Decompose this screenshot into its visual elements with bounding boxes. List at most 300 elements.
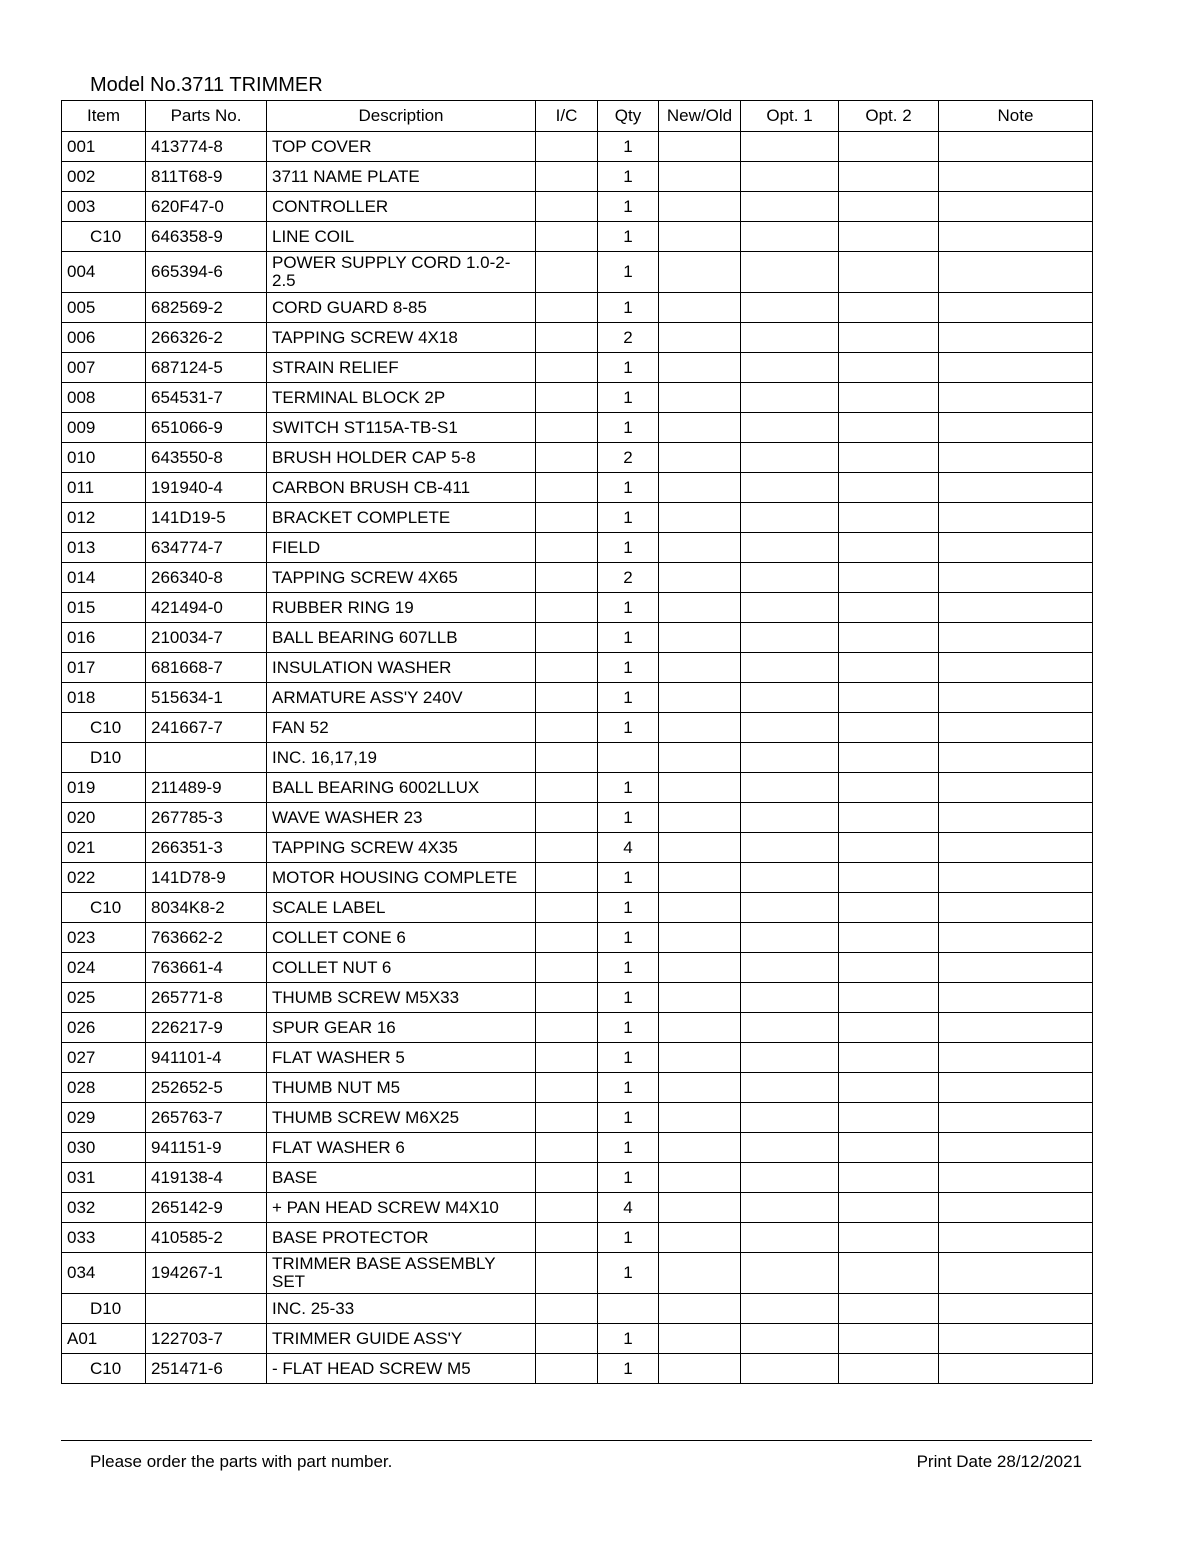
qty-cell: 1	[598, 1324, 659, 1354]
qty-cell	[598, 1294, 659, 1324]
print-date: Print Date 28/12/2021	[916, 1452, 1082, 1471]
note-cell	[939, 953, 1093, 983]
description-cell: MOTOR HOUSING COMPLETE	[267, 863, 536, 893]
new-old-cell	[659, 623, 741, 653]
opt-2-cell	[839, 443, 939, 473]
opt-2-cell	[839, 983, 939, 1013]
description-cell: BASE PROTECTOR	[267, 1223, 536, 1253]
item-cell: 012	[62, 503, 146, 533]
note-cell	[939, 863, 1093, 893]
opt-1-cell	[741, 923, 839, 953]
header-opt-1: Opt. 1	[741, 101, 839, 132]
item-cell: 001	[62, 132, 146, 162]
parts-no-cell: 266340-8	[146, 563, 267, 593]
table-row	[62, 863, 1093, 893]
parts-no-cell: 141D78-9	[146, 863, 267, 893]
note-cell	[939, 1253, 1093, 1294]
description-cell: POWER SUPPLY CORD 1.0-2-2.5	[267, 252, 536, 293]
parts-no-cell: 122703-7	[146, 1324, 267, 1354]
qty-cell: 1	[598, 773, 659, 803]
item-cell: D10	[62, 743, 146, 773]
opt-2-cell	[839, 1073, 939, 1103]
opt-1-cell	[741, 323, 839, 353]
note-cell	[939, 1103, 1093, 1133]
item-cell: 015	[62, 593, 146, 623]
item-cell: 019	[62, 773, 146, 803]
table-row	[62, 503, 1093, 533]
item-cell: 004	[62, 252, 146, 293]
parts-no-cell: 620F47-0	[146, 192, 267, 222]
qty-cell: 1	[598, 252, 659, 293]
parts-no-cell: 141D19-5	[146, 503, 267, 533]
new-old-cell	[659, 252, 741, 293]
ic-cell	[536, 1073, 598, 1103]
new-old-cell	[659, 863, 741, 893]
table-row	[62, 1013, 1093, 1043]
opt-1-cell	[741, 623, 839, 653]
item-cell: 008	[62, 383, 146, 413]
ic-cell	[536, 383, 598, 413]
table-row	[62, 1223, 1093, 1253]
opt-1-cell	[741, 983, 839, 1013]
ic-cell	[536, 503, 598, 533]
ic-cell	[536, 653, 598, 683]
opt-1-cell	[741, 1073, 839, 1103]
opt-1-cell	[741, 413, 839, 443]
parts-no-cell: 241667-7	[146, 713, 267, 743]
ic-cell	[536, 192, 598, 222]
table-row	[62, 443, 1093, 473]
qty-cell: 1	[598, 132, 659, 162]
opt-2-cell	[839, 1193, 939, 1223]
ic-cell	[536, 563, 598, 593]
new-old-cell	[659, 293, 741, 323]
table-row	[62, 353, 1093, 383]
item-cell: 018	[62, 683, 146, 713]
parts-no-cell: 811T68-9	[146, 162, 267, 192]
opt-2-cell	[839, 1223, 939, 1253]
ic-cell	[536, 743, 598, 773]
item-cell: 021	[62, 833, 146, 863]
parts-no-cell: 687124-5	[146, 353, 267, 383]
note-cell	[939, 653, 1093, 683]
opt-2-cell	[839, 803, 939, 833]
ic-cell	[536, 533, 598, 563]
qty-cell: 1	[598, 1073, 659, 1103]
item-cell: 026	[62, 1013, 146, 1043]
note-cell	[939, 413, 1093, 443]
table-row	[62, 222, 1093, 252]
opt-1-cell	[741, 1043, 839, 1073]
opt-2-cell	[839, 1253, 939, 1294]
note-cell	[939, 983, 1093, 1013]
opt-2-cell	[839, 503, 939, 533]
item-cell: 011	[62, 473, 146, 503]
item-cell: 014	[62, 563, 146, 593]
new-old-cell	[659, 593, 741, 623]
parts-no-cell: 681668-7	[146, 653, 267, 683]
note-cell	[939, 1223, 1093, 1253]
ic-cell	[536, 1043, 598, 1073]
opt-2-cell	[839, 773, 939, 803]
parts-no-cell: 643550-8	[146, 443, 267, 473]
ic-cell	[536, 222, 598, 252]
parts-no-cell: 266326-2	[146, 323, 267, 353]
table-row	[62, 653, 1093, 683]
opt-2-cell	[839, 623, 939, 653]
item-cell: 025	[62, 983, 146, 1013]
table-row	[62, 743, 1093, 773]
parts-no-cell: 252652-5	[146, 1073, 267, 1103]
new-old-cell	[659, 533, 741, 563]
qty-cell: 1	[598, 1223, 659, 1253]
parts-table	[61, 100, 1093, 1384]
parts-table-body	[62, 132, 1093, 1384]
description-cell: ARMATURE ASS'Y 240V	[267, 683, 536, 713]
table-row	[62, 1193, 1093, 1223]
note-cell	[939, 1193, 1093, 1223]
qty-cell: 2	[598, 443, 659, 473]
table-row	[62, 1133, 1093, 1163]
ic-cell	[536, 1354, 598, 1384]
ic-cell	[536, 353, 598, 383]
header-qty: Qty	[598, 101, 659, 132]
description-cell: CORD GUARD 8-85	[267, 293, 536, 323]
table-row	[62, 833, 1093, 863]
new-old-cell	[659, 1133, 741, 1163]
new-old-cell	[659, 563, 741, 593]
table-row	[62, 413, 1093, 443]
opt-1-cell	[741, 683, 839, 713]
item-cell: 007	[62, 353, 146, 383]
opt-1-cell	[741, 1103, 839, 1133]
parts-no-cell: 763661-4	[146, 953, 267, 983]
parts-no-cell: 191940-4	[146, 473, 267, 503]
qty-cell: 2	[598, 563, 659, 593]
item-cell: 017	[62, 653, 146, 683]
new-old-cell	[659, 192, 741, 222]
new-old-cell	[659, 713, 741, 743]
opt-1-cell	[741, 162, 839, 192]
note-cell	[939, 743, 1093, 773]
ic-cell	[536, 1103, 598, 1133]
table-row	[62, 1294, 1093, 1324]
new-old-cell	[659, 473, 741, 503]
new-old-cell	[659, 1103, 741, 1133]
qty-cell: 1	[598, 593, 659, 623]
description-cell: - FLAT HEAD SCREW M5	[267, 1354, 536, 1384]
new-old-cell	[659, 413, 741, 443]
description-cell: TRIMMER GUIDE ASS'Y	[267, 1324, 536, 1354]
opt-1-cell	[741, 1354, 839, 1384]
description-cell: LINE COIL	[267, 222, 536, 252]
opt-2-cell	[839, 1013, 939, 1043]
description-cell: THUMB SCREW M6X25	[267, 1103, 536, 1133]
description-cell: BRUSH HOLDER CAP 5-8	[267, 443, 536, 473]
note-cell	[939, 252, 1093, 293]
qty-cell: 4	[598, 833, 659, 863]
table-row	[62, 1253, 1093, 1294]
item-cell: 029	[62, 1103, 146, 1133]
description-cell: FIELD	[267, 533, 536, 563]
qty-cell: 1	[598, 1163, 659, 1193]
new-old-cell	[659, 443, 741, 473]
qty-cell: 1	[598, 293, 659, 323]
new-old-cell	[659, 353, 741, 383]
description-cell: THUMB SCREW M5X33	[267, 983, 536, 1013]
note-cell	[939, 1294, 1093, 1324]
new-old-cell	[659, 923, 741, 953]
table-row	[62, 623, 1093, 653]
description-cell: SWITCH ST115A-TB-S1	[267, 413, 536, 443]
new-old-cell	[659, 1253, 741, 1294]
opt-2-cell	[839, 683, 939, 713]
qty-cell: 1	[598, 863, 659, 893]
note-cell	[939, 323, 1093, 353]
opt-1-cell	[741, 1013, 839, 1043]
opt-1-cell	[741, 473, 839, 503]
note-cell	[939, 132, 1093, 162]
opt-2-cell	[839, 1043, 939, 1073]
parts-no-cell: 413774-8	[146, 132, 267, 162]
qty-cell: 1	[598, 162, 659, 192]
opt-2-cell	[839, 653, 939, 683]
description-cell: TRIMMER BASE ASSEMBLY SET	[267, 1253, 536, 1294]
item-cell: D10	[62, 1294, 146, 1324]
new-old-cell	[659, 893, 741, 923]
new-old-cell	[659, 1043, 741, 1073]
parts-no-cell: 763662-2	[146, 923, 267, 953]
parts-no-cell: 266351-3	[146, 833, 267, 863]
item-cell: 027	[62, 1043, 146, 1073]
parts-no-cell: 211489-9	[146, 773, 267, 803]
description-cell: STRAIN RELIEF	[267, 353, 536, 383]
note-cell	[939, 1324, 1093, 1354]
parts-no-cell: 941101-4	[146, 1043, 267, 1073]
parts-no-cell: 410585-2	[146, 1223, 267, 1253]
new-old-cell	[659, 683, 741, 713]
opt-2-cell	[839, 252, 939, 293]
qty-cell: 1	[598, 222, 659, 252]
description-cell: TAPPING SCREW 4X18	[267, 323, 536, 353]
qty-cell	[598, 743, 659, 773]
qty-cell: 1	[598, 803, 659, 833]
item-cell: 020	[62, 803, 146, 833]
table-row	[62, 773, 1093, 803]
parts-no-cell: 226217-9	[146, 1013, 267, 1043]
footer-divider	[61, 1440, 1092, 1441]
note-cell	[939, 1073, 1093, 1103]
opt-1-cell	[741, 1133, 839, 1163]
qty-cell: 1	[598, 953, 659, 983]
ic-cell	[536, 623, 598, 653]
item-cell: C10	[62, 222, 146, 252]
description-cell: TAPPING SCREW 4X35	[267, 833, 536, 863]
note-cell	[939, 162, 1093, 192]
qty-cell: 1	[598, 383, 659, 413]
description-cell: TAPPING SCREW 4X65	[267, 563, 536, 593]
opt-2-cell	[839, 473, 939, 503]
opt-1-cell	[741, 743, 839, 773]
parts-no-cell: 265771-8	[146, 983, 267, 1013]
opt-2-cell	[839, 953, 939, 983]
note-cell	[939, 353, 1093, 383]
opt-1-cell	[741, 953, 839, 983]
description-cell: BRACKET COMPLETE	[267, 503, 536, 533]
header-description: Description	[267, 101, 536, 132]
opt-2-cell	[839, 893, 939, 923]
qty-cell: 1	[598, 192, 659, 222]
item-cell: 010	[62, 443, 146, 473]
ic-cell	[536, 132, 598, 162]
parts-no-cell: 651066-9	[146, 413, 267, 443]
parts-no-cell	[146, 1294, 267, 1324]
note-cell	[939, 683, 1093, 713]
opt-1-cell	[741, 132, 839, 162]
opt-1-cell	[741, 893, 839, 923]
parts-no-cell: 665394-6	[146, 252, 267, 293]
description-cell: 3711 NAME PLATE	[267, 162, 536, 192]
ic-cell	[536, 713, 598, 743]
description-cell: FAN 52	[267, 713, 536, 743]
opt-1-cell	[741, 353, 839, 383]
qty-cell: 1	[598, 653, 659, 683]
description-cell: COLLET CONE 6	[267, 923, 536, 953]
opt-1-cell	[741, 863, 839, 893]
ic-cell	[536, 1193, 598, 1223]
ic-cell	[536, 413, 598, 443]
description-cell: THUMB NUT M5	[267, 1073, 536, 1103]
table-row	[62, 563, 1093, 593]
ic-cell	[536, 1253, 598, 1294]
new-old-cell	[659, 503, 741, 533]
item-cell: 022	[62, 863, 146, 893]
parts-no-cell: 634774-7	[146, 533, 267, 563]
item-cell: 006	[62, 323, 146, 353]
description-cell: COLLET NUT 6	[267, 953, 536, 983]
parts-no-cell: 515634-1	[146, 683, 267, 713]
table-row	[62, 1103, 1093, 1133]
opt-2-cell	[839, 743, 939, 773]
item-cell: 002	[62, 162, 146, 192]
opt-1-cell	[741, 1193, 839, 1223]
item-cell: 016	[62, 623, 146, 653]
ic-cell	[536, 252, 598, 293]
table-row	[62, 383, 1093, 413]
opt-2-cell	[839, 1103, 939, 1133]
opt-1-cell	[741, 533, 839, 563]
opt-2-cell	[839, 222, 939, 252]
opt-1-cell	[741, 1253, 839, 1294]
ic-cell	[536, 293, 598, 323]
ic-cell	[536, 443, 598, 473]
opt-2-cell	[839, 713, 939, 743]
opt-1-cell	[741, 1324, 839, 1354]
table-row	[62, 1163, 1093, 1193]
opt-2-cell	[839, 383, 939, 413]
note-cell	[939, 1354, 1093, 1384]
item-cell: A01	[62, 1324, 146, 1354]
table-row	[62, 162, 1093, 192]
ic-cell	[536, 323, 598, 353]
opt-1-cell	[741, 383, 839, 413]
opt-1-cell	[741, 1163, 839, 1193]
item-cell: 030	[62, 1133, 146, 1163]
qty-cell: 1	[598, 683, 659, 713]
note-cell	[939, 1133, 1093, 1163]
item-cell: C10	[62, 1354, 146, 1384]
ic-cell	[536, 1223, 598, 1253]
opt-2-cell	[839, 563, 939, 593]
table-row	[62, 293, 1093, 323]
order-note: Please order the parts with part number.	[90, 1452, 393, 1471]
opt-1-cell	[741, 192, 839, 222]
note-cell	[939, 293, 1093, 323]
opt-2-cell	[839, 1324, 939, 1354]
item-cell: C10	[62, 713, 146, 743]
new-old-cell	[659, 1073, 741, 1103]
ic-cell	[536, 923, 598, 953]
new-old-cell	[659, 803, 741, 833]
description-cell: BALL BEARING 6002LLUX	[267, 773, 536, 803]
ic-cell	[536, 953, 598, 983]
table-row	[62, 953, 1093, 983]
opt-1-cell	[741, 833, 839, 863]
ic-cell	[536, 1324, 598, 1354]
opt-1-cell	[741, 293, 839, 323]
item-cell: C10	[62, 893, 146, 923]
qty-cell: 2	[598, 323, 659, 353]
opt-1-cell	[741, 563, 839, 593]
ic-cell	[536, 1013, 598, 1043]
item-cell: 013	[62, 533, 146, 563]
note-cell	[939, 1043, 1093, 1073]
qty-cell: 1	[598, 1103, 659, 1133]
qty-cell: 1	[598, 473, 659, 503]
new-old-cell	[659, 773, 741, 803]
opt-2-cell	[839, 533, 939, 563]
ic-cell	[536, 593, 598, 623]
note-cell	[939, 833, 1093, 863]
description-cell: FLAT WASHER 6	[267, 1133, 536, 1163]
opt-1-cell	[741, 252, 839, 293]
note-cell	[939, 383, 1093, 413]
note-cell	[939, 533, 1093, 563]
table-row	[62, 893, 1093, 923]
qty-cell: 1	[598, 713, 659, 743]
description-cell: RUBBER RING 19	[267, 593, 536, 623]
parts-no-cell: 265763-7	[146, 1103, 267, 1133]
new-old-cell	[659, 323, 741, 353]
parts-no-cell: 265142-9	[146, 1193, 267, 1223]
opt-2-cell	[839, 1163, 939, 1193]
parts-no-cell: 267785-3	[146, 803, 267, 833]
description-cell: SPUR GEAR 16	[267, 1013, 536, 1043]
note-cell	[939, 1013, 1093, 1043]
item-cell: 024	[62, 953, 146, 983]
description-cell: INC. 25-33	[267, 1294, 536, 1324]
qty-cell: 4	[598, 1193, 659, 1223]
qty-cell: 1	[598, 353, 659, 383]
table-row	[62, 923, 1093, 953]
note-cell	[939, 443, 1093, 473]
opt-2-cell	[839, 353, 939, 383]
parts-no-cell: 682569-2	[146, 293, 267, 323]
ic-cell	[536, 1294, 598, 1324]
table-row	[62, 132, 1093, 162]
note-cell	[939, 623, 1093, 653]
note-cell	[939, 713, 1093, 743]
